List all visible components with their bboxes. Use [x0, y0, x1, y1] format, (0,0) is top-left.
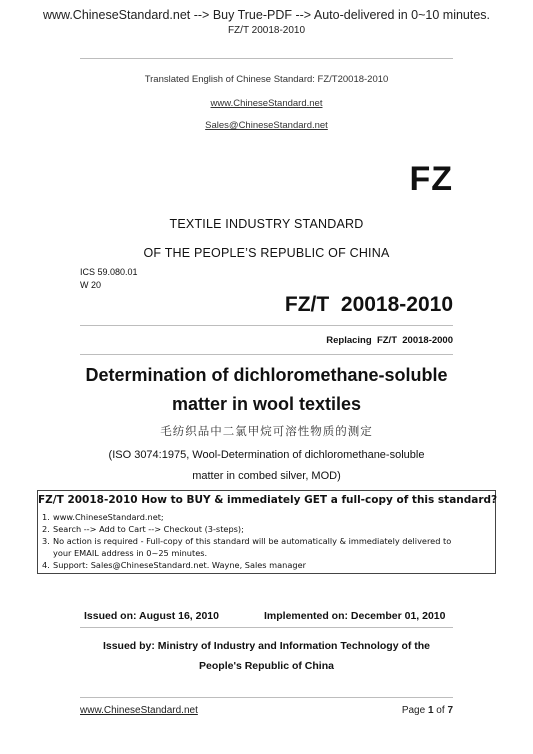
- page-indicator: Page 1 of 7: [401, 705, 453, 716]
- issued-date: Issued on: August 16, 2010: [84, 610, 219, 622]
- number-divider: [80, 325, 453, 326]
- standard-code-logo: FZ: [409, 160, 453, 198]
- email-link[interactable]: Sales@ChineseStandard.net: [205, 120, 328, 131]
- dates-divider: [80, 627, 453, 628]
- purchase-step: 3. No action is required - Full-copy of this standard will be automatically & immediately delivered to: [42, 536, 452, 546]
- standard-number: FZ/T 20018-2010: [284, 293, 453, 316]
- translated-note: Translated English of Chinese Standard: FZ/T20018-2010: [144, 74, 389, 85]
- purchase-step: 4. Support: Sales@ChineseStandard.net. Wayne, Sales manager: [42, 560, 306, 570]
- footer-website-link[interactable]: www.ChineseStandard.net: [80, 705, 198, 716]
- issuer-line-1: Issued by: Ministry of Industry and Information Technology of the: [102, 640, 431, 652]
- ics-code: ICS 59.080.01: [80, 267, 138, 277]
- header-line-2: FZ/T 20018-2010: [227, 25, 306, 36]
- header-divider: [80, 58, 453, 59]
- page-current: 1: [427, 705, 434, 716]
- footer-divider: [80, 697, 453, 698]
- purchase-step-continuation: your EMAIL address in 0~25 minutes.: [53, 548, 208, 558]
- purchase-steps-list: [42, 511, 451, 571]
- replacing-note: Replacing FZ/T 20018-2000: [326, 335, 453, 346]
- issuer-line-2: People's Republic of China: [199, 660, 334, 672]
- w-code: W 20: [80, 280, 102, 290]
- header-line-1: www.ChineseStandard.net --> Buy True-PDF --> Auto-delivered in 0~10 minutes.: [42, 8, 491, 22]
- classification-block: [80, 266, 138, 292]
- chinese-title: 毛纺织品中二氯甲烷可溶性物质的测定: [160, 424, 373, 438]
- industry-standard-line: TEXTILE INDUSTRY STANDARD: [169, 217, 364, 231]
- support-contact[interactable]: Support: Sales@ChineseStandard.net. Wayne, Sales manager: [53, 560, 306, 570]
- implemented-date: Implemented on: December 01, 2010: [264, 610, 446, 622]
- document-title-line-2: matter in wool textiles: [171, 394, 362, 414]
- page-total: 7: [447, 705, 453, 716]
- step-website-link[interactable]: www.ChineseStandard.net;: [53, 512, 164, 522]
- purchase-step: 1. www.ChineseStandard.net;: [42, 512, 164, 522]
- iso-reference-line-2: matter in combed silver, MOD): [192, 470, 341, 482]
- website-link[interactable]: www.ChineseStandard.net: [210, 98, 323, 109]
- purchase-info-box: [37, 490, 496, 574]
- replacing-divider: [80, 354, 453, 355]
- iso-reference-line-1: (ISO 3074:1975, Wool-Determination of dichloromethane-soluble: [108, 449, 425, 461]
- country-line: OF THE PEOPLE’S REPUBLIC OF CHINA: [143, 246, 390, 260]
- purchase-box-title: FZ/T 20018-2010 How to BUY & immediately GET a full-copy of this standard?: [38, 494, 498, 506]
- purchase-step: 2. Search --> Add to Cart --> Checkout (3-steps);: [42, 524, 244, 534]
- document-title-line-1: Determination of dichloromethane-soluble: [85, 365, 448, 385]
